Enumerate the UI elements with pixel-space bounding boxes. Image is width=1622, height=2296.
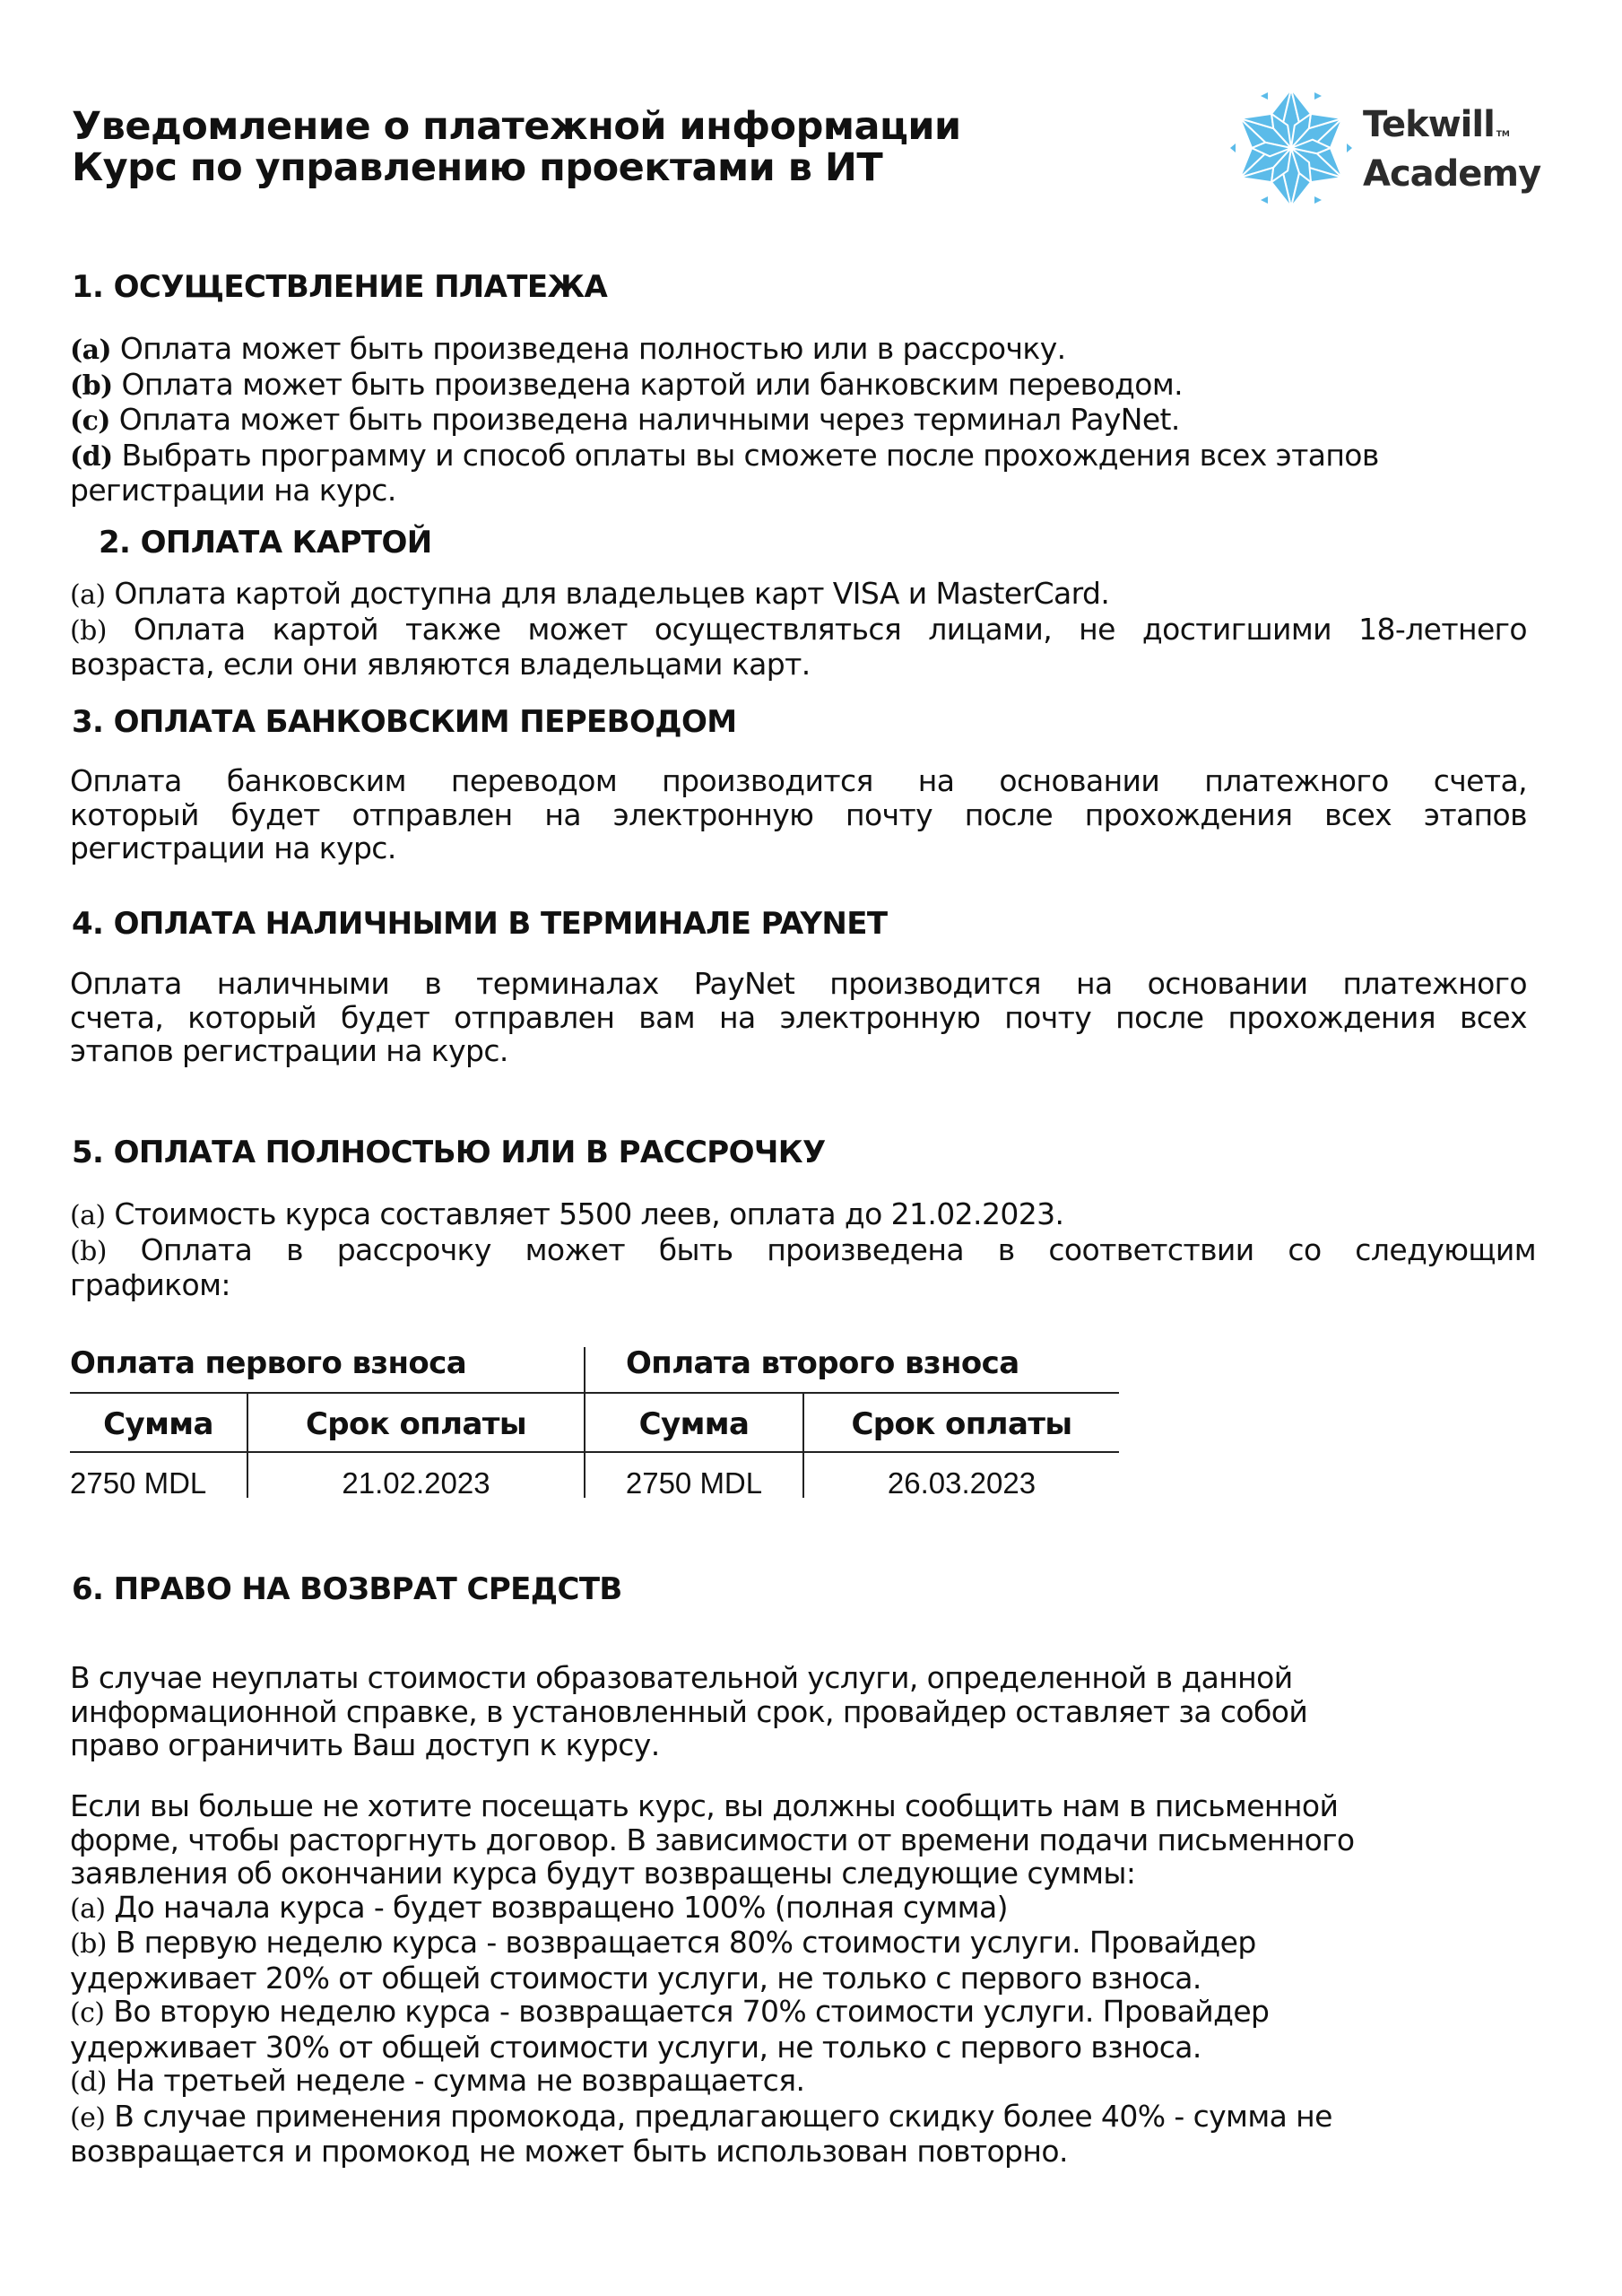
paragraph-line: регистрации на курс.: [70, 831, 396, 865]
table-cell-due-date-1: 21.02.2023: [342, 1466, 490, 1500]
column-header-due-date-2: Срок оплаты: [851, 1406, 1072, 1442]
list-item-continuation: удерживает 30% от общей стоимости услуги, не только с первого взноса.: [70, 2029, 1201, 2065]
title-line-2: Курс по управлению проектами в ИТ: [72, 145, 883, 190]
paragraph-line: Оплата банковским переводом производится на основании платежного счета,: [70, 763, 1527, 798]
list-item: [70, 2064, 1527, 2100]
paragraph-line: Оплата наличными в терминалах PayNet производится на основании платежного: [70, 966, 1527, 1001]
section-6-heading: 6. ПРАВО НА ВОЗВРАТ СРЕДСТВ: [72, 1571, 622, 1607]
table-divider: [70, 1392, 1119, 1394]
item-text: Стоимость курса составляет 5500 леев, оплата до 21.02.2023.: [114, 1196, 1064, 1231]
paragraph-line: счета, который будет отправлен вам на электронную почту после прохождения всех: [70, 999, 1527, 1035]
item-label: (a): [70, 1200, 106, 1231]
list-item: [70, 613, 1527, 648]
section-3-heading: 3. ОПЛАТА БАНКОВСКИМ ПЕРЕВОДОМ: [72, 704, 737, 740]
paragraph-line: право ограничить Ваш доступ к курсу.: [70, 1727, 660, 1762]
list-item-continuation: возвращается и промокод не может быть использован повторно.: [70, 2134, 1068, 2169]
table-cell-due-date-2: 26.03.2023: [887, 1466, 1037, 1500]
list-item: [70, 1233, 1536, 1269]
item-text: Во вторую неделю курса - возвращается 70% стоимости услуги. Провайдер: [113, 1994, 1270, 2029]
item-label: (d): [70, 440, 113, 473]
group-header-first-installment: Оплата первого взноса: [70, 1345, 467, 1381]
paragraph-line: этапов регистрации на курс.: [70, 1033, 508, 1068]
item-text: В случае применения промокода, предлагающего скидку более 40% - сумма не: [114, 2098, 1332, 2134]
section-2-body: [70, 577, 1527, 682]
item-text: Выбрать программу и способ оплаты вы сможете после прохождения всех этапов: [121, 437, 1379, 473]
item-label: (a): [70, 579, 106, 611]
snowflake-star-icon: [1228, 85, 1354, 211]
item-label: (c): [70, 405, 110, 437]
logo-brand-line1: Tekwill: [1363, 104, 1495, 145]
section-6-paragraph-2: [70, 1789, 1527, 2169]
item-label: (d): [70, 2066, 107, 2098]
list-item: [70, 403, 1527, 439]
item-label: (a): [70, 335, 112, 366]
tekwill-academy-logo: [1228, 85, 1541, 211]
item-label: (e): [70, 2101, 106, 2134]
list-item: [70, 1891, 1527, 1926]
list-item: [70, 439, 1527, 474]
title-line-1: Уведомление о платежной информации: [72, 104, 961, 149]
item-label: (c): [70, 1997, 105, 2029]
paragraph-line: форме, чтобы расторгнуть договор. В зависимости от времени подачи письменного: [70, 1822, 1355, 1857]
item-text: В первую неделю курса - возвращается 80% стоимости услуги. Провайдер: [115, 1925, 1256, 1960]
section-5-heading: 5. ОПЛАТА ПОЛНОСТЬЮ ИЛИ В РАССРОЧКУ: [72, 1135, 826, 1170]
list-item: [70, 368, 1527, 404]
section-2-heading: 2. ОПЛАТА КАРТОЙ: [99, 525, 432, 561]
list-item: [70, 2100, 1527, 2135]
list-item-continuation: регистрации на курс.: [70, 473, 396, 508]
list-item: [70, 1926, 1527, 1961]
item-text: На третьей неделе - сумма не возвращается.: [115, 2063, 805, 2098]
table-divider: [70, 1451, 1119, 1453]
logo-wordmark: [1363, 105, 1540, 194]
column-header-amount-1: Сумма: [103, 1406, 213, 1442]
list-item: [70, 332, 1527, 368]
list-item-continuation: удерживает 20% от общей стоимости услуги, не только с первого взноса.: [70, 1960, 1201, 1996]
paragraph-line: В случае неуплаты стоимости образовательной услуги, определенной в данной: [70, 1660, 1293, 1695]
column-header-due-date-1: Срок оплаты: [305, 1406, 527, 1442]
section-1-body: [70, 332, 1527, 508]
item-text: Оплата картой доступна для владельцев карт VISA и MasterCard.: [114, 576, 1110, 611]
list-item: [70, 1995, 1527, 2031]
section-5-body: [70, 1197, 1536, 1302]
item-text: Оплата может быть произведена картой или банковским переводом.: [121, 366, 1184, 402]
section-4-body: [70, 967, 1527, 1068]
list-item-continuation: графиком:: [70, 1267, 230, 1302]
document-title: [72, 106, 961, 188]
table-cell-amount-1: 2750 MDL: [70, 1466, 207, 1500]
item-label: (b): [70, 1928, 107, 1960]
item-label: (b): [70, 614, 107, 647]
section-3-body: [70, 764, 1527, 865]
item-label: (a): [70, 1892, 106, 1925]
list-item-continuation: возраста, если они являются владельцами карт.: [70, 647, 811, 682]
item-text: Оплата картой также может осуществляться лицами, не достигшими 18-летнего: [133, 611, 1528, 647]
item-text: Оплата может быть произведена наличными через терминал PayNet.: [118, 402, 1180, 437]
installment-table: [70, 1338, 1119, 1504]
paragraph-line: который будет отправлен на электронную почту после прохождения всех этапов: [70, 796, 1527, 832]
trademark-mark: TM: [1496, 130, 1510, 139]
section-6-paragraph-1: [70, 1661, 1527, 1762]
item-text: Оплата может быть произведена полностью или в рассрочку.: [119, 331, 1066, 366]
item-label: (b): [70, 370, 113, 402]
section-4-heading: 4. ОПЛАТА НАЛИЧНЫМИ В ТЕРМИНАЛЕ PAYNET: [72, 906, 888, 942]
list-item: [70, 577, 1527, 613]
paragraph-line: информационной справке, в установленный срок, провайдер оставляет за собой: [70, 1693, 1308, 1729]
list-item: [70, 1197, 1536, 1233]
section-1-heading: 1. ОСУЩЕСТВЛЕНИЕ ПЛАТЕЖА: [72, 269, 608, 305]
paragraph-line: заявления об окончании курса будут возвращены следующие суммы:: [70, 1856, 1136, 1891]
item-text: Оплата в рассрочку может быть произведена в соответствии со следующим: [140, 1231, 1536, 1267]
group-header-second-installment: Оплата второго взноса: [626, 1345, 1019, 1381]
logo-brand-line2: Academy: [1363, 153, 1541, 195]
table-cell-amount-2: 2750 MDL: [625, 1466, 763, 1500]
column-header-amount-2: Сумма: [638, 1406, 750, 1442]
item-text: До начала курса - будет возвращено 100% (полная сумма): [114, 1889, 1008, 1925]
paragraph-line: Если вы больше не хотите посещать курс, вы должны сообщить нам в письменной: [70, 1788, 1339, 1823]
item-label: (b): [70, 1235, 107, 1267]
